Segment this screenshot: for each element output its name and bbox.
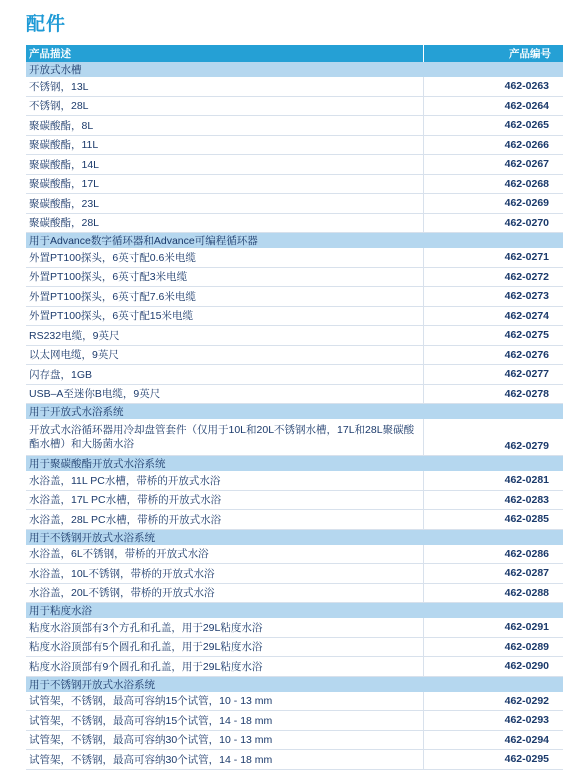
product-number: 462-0281 — [423, 471, 563, 491]
product-description: 聚碳酸酯，14L — [26, 155, 423, 175]
product-description: 粘度水浴顶部有9个圆孔和孔盖，用于29L粘度水浴 — [26, 657, 423, 677]
product-description: 聚碳酸酯，8L — [26, 116, 423, 136]
section-heading-row — [26, 233, 563, 248]
product-number: 462-0263 — [423, 77, 563, 97]
product-description: 开放式水浴循环器用冷却盘管套件（仅用于10L和20L不锈钢水槽，17L和28L聚碳酸酯水槽）和大肠菌水浴 — [26, 419, 423, 456]
product-description: 聚碳酸酯，11L — [26, 136, 423, 156]
section-heading-row — [26, 603, 563, 618]
product-number: 462-0273 — [423, 287, 563, 307]
product-number: 462-0268 — [423, 175, 563, 195]
product-number: 462-0288 — [423, 584, 563, 604]
product-description: 水浴盖，28L PC水槽，带桥的开放式水浴 — [26, 510, 423, 530]
product-description: 闪存盘，1GB — [26, 365, 423, 385]
product-description: 以太网电缆，9英尺 — [26, 346, 423, 366]
product-number: 462-0265 — [423, 116, 563, 136]
section-heading: 开放式水槽 — [26, 62, 563, 77]
table-row — [26, 365, 563, 385]
table-row — [26, 638, 563, 658]
product-number: 462-0295 — [423, 750, 563, 770]
table-body — [26, 62, 563, 770]
section-heading-row — [26, 530, 563, 545]
product-number: 462-0293 — [423, 711, 563, 731]
product-number: 462-0294 — [423, 731, 563, 751]
product-number: 462-0275 — [423, 326, 563, 346]
section-heading: 用于粘度水浴 — [26, 603, 563, 618]
product-number: 462-0278 — [423, 385, 563, 405]
table-row — [26, 657, 563, 677]
product-description: 水浴盖，20L不锈钢，带桥的开放式水浴 — [26, 584, 423, 604]
table-row — [26, 326, 563, 346]
table-row — [26, 385, 563, 405]
product-description: 水浴盖，6L不锈钢，带桥的开放式水浴 — [26, 545, 423, 565]
section-heading-row — [26, 62, 563, 77]
table-row — [26, 731, 563, 751]
product-description: RS232电缆，9英尺 — [26, 326, 423, 346]
product-number: 462-0269 — [423, 194, 563, 214]
product-description: 不锈钢，13L — [26, 77, 423, 97]
product-number: 462-0286 — [423, 545, 563, 565]
section-heading-row — [26, 456, 563, 471]
product-description: 聚碳酸酯，23L — [26, 194, 423, 214]
section-heading: 用于Advance数字循环器和Advance可编程循环器 — [26, 233, 563, 248]
section-heading: 用于聚碳酸酯开放式水浴系统 — [26, 456, 563, 471]
product-description: 外置PT100探头，6英寸配0.6米电缆 — [26, 248, 423, 268]
table-row — [26, 564, 563, 584]
table-row — [26, 711, 563, 731]
table-row — [26, 97, 563, 117]
table-row — [26, 692, 563, 712]
table-row — [26, 175, 563, 195]
product-description: 粘度水浴顶部有3个方孔和孔盖，用于29L粘度水浴 — [26, 618, 423, 638]
table-row — [26, 248, 563, 268]
table-row — [26, 307, 563, 327]
table-row — [26, 510, 563, 530]
product-number: 462-0290 — [423, 657, 563, 677]
table-row — [26, 116, 563, 136]
product-number: 462-0289 — [423, 638, 563, 658]
table-row — [26, 287, 563, 307]
product-number: 462-0277 — [423, 365, 563, 385]
table-row — [26, 346, 563, 366]
product-number: 462-0270 — [423, 214, 563, 234]
table-row — [26, 136, 563, 156]
product-description: 水浴盖，10L不锈钢，带桥的开放式水浴 — [26, 564, 423, 584]
table-row — [26, 268, 563, 288]
accessories-table — [26, 45, 563, 770]
section-heading-row — [26, 404, 563, 419]
product-description: 外置PT100探头，6英寸配7.6米电缆 — [26, 287, 423, 307]
table-row — [26, 155, 563, 175]
product-description: 试管架，不锈钢，最高可容纳15个试管，14 - 18 mm — [26, 711, 423, 731]
section-heading-row — [26, 677, 563, 692]
product-number: 462-0292 — [423, 692, 563, 712]
section-heading: 用于不锈钢开放式水浴系统 — [26, 530, 563, 545]
product-description: USB–A至迷你B电缆，9英尺 — [26, 385, 423, 405]
product-number: 462-0271 — [423, 248, 563, 268]
table-row — [26, 419, 563, 456]
product-number: 462-0283 — [423, 491, 563, 511]
table-row — [26, 584, 563, 604]
page-title: 配件 — [26, 14, 67, 35]
product-description: 试管架，不锈钢，最高可容纳15个试管，10 - 13 mm — [26, 692, 423, 712]
product-number: 462-0287 — [423, 564, 563, 584]
section-heading: 用于开放式水浴系统 — [26, 404, 563, 419]
column-header-part-number: 产品编号 — [423, 45, 563, 62]
table-row — [26, 214, 563, 234]
product-description: 外置PT100探头，6英寸配15米电缆 — [26, 307, 423, 327]
table-row — [26, 750, 563, 770]
product-number: 462-0274 — [423, 307, 563, 327]
section-heading: 用于不锈钢开放式水浴系统 — [26, 677, 563, 692]
product-number: 462-0279 — [423, 419, 563, 456]
product-number: 462-0267 — [423, 155, 563, 175]
table-header-row — [26, 45, 563, 62]
product-description: 试管架，不锈钢，最高可容纳30个试管，10 - 13 mm — [26, 731, 423, 751]
product-description: 粘度水浴顶部有5个圆孔和孔盖，用于29L粘度水浴 — [26, 638, 423, 658]
product-number: 462-0272 — [423, 268, 563, 288]
column-header-description: 产品描述 — [26, 45, 423, 62]
table-row — [26, 471, 563, 491]
table-row — [26, 545, 563, 565]
product-description: 试管架，不锈钢，最高可容纳30个试管，14 - 18 mm — [26, 750, 423, 770]
product-number: 462-0285 — [423, 510, 563, 530]
product-description: 聚碳酸酯，28L — [26, 214, 423, 234]
table-row — [26, 77, 563, 97]
product-number: 462-0291 — [423, 618, 563, 638]
product-number: 462-0264 — [423, 97, 563, 117]
table-row — [26, 491, 563, 511]
product-description: 不锈钢，28L — [26, 97, 423, 117]
product-number: 462-0266 — [423, 136, 563, 156]
product-description: 聚碳酸酯，17L — [26, 175, 423, 195]
product-description: 外置PT100探头，6英寸配3米电缆 — [26, 268, 423, 288]
table-row — [26, 618, 563, 638]
product-description: 水浴盖，17L PC水槽，带桥的开放式水浴 — [26, 491, 423, 511]
product-number: 462-0276 — [423, 346, 563, 366]
product-description: 水浴盖，11L PC水槽，带桥的开放式水浴 — [26, 471, 423, 491]
table-row — [26, 194, 563, 214]
